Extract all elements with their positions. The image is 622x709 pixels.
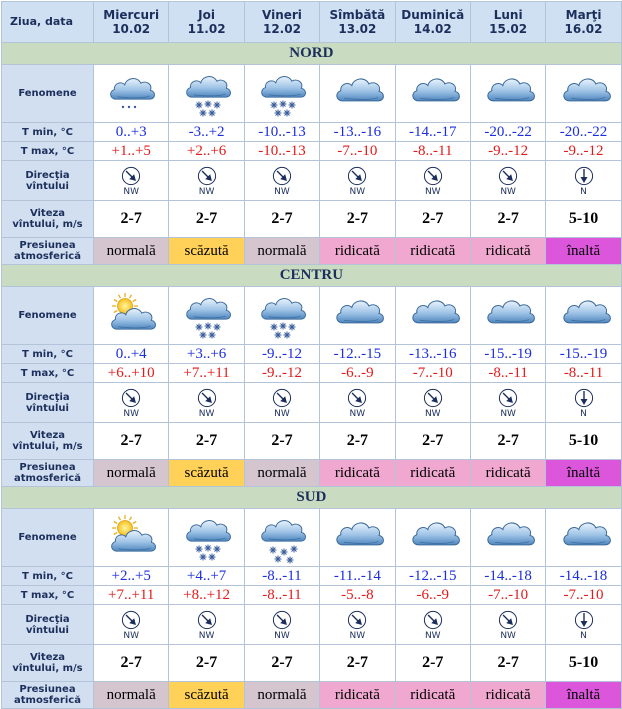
wind-direction-value: NW [123, 187, 140, 197]
region-header-row [2, 487, 622, 509]
wind-speed-label [2, 423, 94, 460]
wind-speed-value: 2-7 [169, 201, 244, 238]
wind-direction-row [2, 161, 622, 201]
region-header-row [2, 265, 622, 287]
tmin-value: -8..-11 [244, 567, 319, 586]
wind-direction-cell [395, 161, 470, 201]
wind-speed-label [2, 201, 94, 238]
cloudy-icon [395, 65, 470, 123]
tmin-value: -20..-22 [470, 123, 545, 142]
wind-speed-value: 2-7 [244, 201, 319, 238]
tmax-row [2, 586, 622, 605]
cloud-snow-icon [169, 65, 244, 123]
pressure-label-text: atmosferică [14, 695, 81, 706]
tmax-value: +7..+11 [94, 586, 169, 605]
tmin-value: -13..-16 [320, 123, 395, 142]
wind-direction-value: N [580, 631, 587, 641]
wind-direction-cell [94, 383, 169, 423]
wind-direction-value: NW [424, 409, 441, 419]
cloud-snow-icon [169, 509, 244, 567]
wind-speed-value: 2-7 [470, 201, 545, 238]
wind-speed-value: 2-7 [94, 201, 169, 238]
day-name: Miercuri [103, 8, 160, 22]
tmin-value: -15..-19 [546, 345, 621, 364]
cloudy-icon [470, 287, 545, 345]
wind-direction-label [2, 161, 94, 201]
wind-speed-value: 2-7 [395, 201, 470, 238]
tmax-label-text: T max, °C [20, 367, 75, 379]
day-name: Vineri [262, 8, 302, 22]
wind-direction-value: NW [349, 187, 366, 197]
wind-speed-label-text: Viteza [29, 652, 66, 663]
wind-arrow-icon [169, 388, 243, 408]
tmin-value: -13..-16 [395, 345, 470, 364]
wind-direction-cell [169, 605, 244, 645]
tmin-row [2, 123, 622, 142]
phenomena-label [2, 509, 94, 567]
wind-arrow-icon [320, 166, 394, 186]
phenomena-label-text: Fenomene [18, 88, 77, 99]
partly-cloudy-icon [94, 287, 169, 345]
wind-direction-value: N [580, 187, 587, 197]
tmin-value: 0..+4 [94, 345, 169, 364]
wind-direction-value: NW [123, 631, 140, 641]
wind-direction-cell [94, 161, 169, 201]
region-header-row [2, 43, 622, 65]
pressure-value: scăzută [169, 238, 244, 265]
header-row [2, 2, 622, 43]
wind-arrow-icon [320, 388, 394, 408]
wind-direction-value: N [580, 409, 587, 419]
wind-speed-value: 5-10 [546, 201, 621, 238]
wind-speed-row [2, 645, 622, 682]
pressure-value: normală [94, 682, 169, 709]
day-header-0 [94, 2, 169, 43]
tmin-value: -20..-22 [546, 123, 621, 142]
tmin-value: -14..-18 [546, 567, 621, 586]
day-date: 12.02 [262, 22, 301, 36]
wind-arrow-icon [396, 166, 470, 186]
cloudy-icon [395, 509, 470, 567]
tmin-label [2, 123, 94, 142]
tmax-value: -9..-12 [470, 142, 545, 161]
wind-speed-value: 2-7 [94, 423, 169, 460]
tmax-value: -8..-11 [546, 364, 621, 383]
wind-arrow-icon [245, 610, 319, 630]
pressure-label [2, 238, 94, 265]
wind-direction-cell [546, 383, 621, 423]
tmin-row [2, 567, 622, 586]
pressure-value: normală [244, 238, 319, 265]
pressure-value: scăzută [169, 682, 244, 709]
tmax-value: +6..+10 [94, 364, 169, 383]
wind-arrow-icon [546, 610, 620, 630]
tmax-value: +2..+6 [169, 142, 244, 161]
day-name: Duminică [401, 8, 465, 22]
pressure-value: înaltă [546, 238, 621, 265]
tmin-value: -12..-15 [320, 345, 395, 364]
tmax-value: -9..-12 [244, 364, 319, 383]
wind-direction-label [2, 605, 94, 645]
tmax-label [2, 586, 94, 605]
wind-direction-value: NW [123, 409, 140, 419]
day-header-5 [470, 2, 545, 43]
tmin-value: +2..+5 [94, 567, 169, 586]
tmin-label-text: T min, °C [22, 570, 73, 582]
tmin-value: 0..+3 [94, 123, 169, 142]
wind-arrow-icon [471, 610, 545, 630]
pressure-value: ridicată [395, 682, 470, 709]
tmax-value: -8..-11 [470, 364, 545, 383]
pressure-value: normală [94, 238, 169, 265]
day-date: 14.02 [413, 22, 452, 36]
tmin-label-text: T min, °C [22, 126, 73, 138]
wind-direction-label-text: Direcţia [25, 391, 70, 403]
wind-direction-value: NW [198, 409, 215, 419]
wind-direction-value: NW [424, 187, 441, 197]
cloud-snow-icon [169, 287, 244, 345]
tmax-value: -6..-9 [395, 586, 470, 605]
tmax-value: -9..-12 [546, 142, 621, 161]
tmin-value: -3..+2 [169, 123, 244, 142]
pressure-value: ridicată [470, 238, 545, 265]
wind-speed-value: 2-7 [169, 423, 244, 460]
day-name: Luni [493, 8, 523, 22]
wind-arrow-icon [169, 166, 243, 186]
pressure-row [2, 238, 622, 265]
tmax-value: +1..+5 [94, 142, 169, 161]
wind-arrow-icon [169, 610, 243, 630]
tmax-label-text: T max, °C [20, 589, 75, 601]
pressure-value: ridicată [395, 238, 470, 265]
wind-speed-value: 2-7 [395, 645, 470, 682]
wind-direction-cell [395, 383, 470, 423]
wind-arrow-icon [245, 388, 319, 408]
day-header-3 [320, 2, 395, 43]
region-name: SUD [2, 487, 622, 509]
tmin-label [2, 567, 94, 586]
wind-direction-cell [546, 161, 621, 201]
tmax-value: -6..-9 [320, 364, 395, 383]
wind-direction-value: NW [349, 409, 366, 419]
cloud-snow-icon [244, 287, 319, 345]
cloudy-icon [546, 65, 621, 123]
pressure-label [2, 682, 94, 709]
wind-direction-cell [470, 605, 545, 645]
wind-arrow-icon [471, 388, 545, 408]
wind-direction-label-text: Direcţia [25, 613, 70, 625]
cloudy-icon [395, 287, 470, 345]
wind-direction-cell [470, 161, 545, 201]
tmax-value: -10..-13 [244, 142, 319, 161]
phenomena-row [2, 65, 622, 123]
pressure-label-text: atmosferică [14, 251, 81, 262]
pressure-value: normală [244, 460, 319, 487]
tmax-value: -7..-10 [395, 364, 470, 383]
wind-speed-value: 5-10 [546, 645, 621, 682]
wind-speed-value: 2-7 [320, 423, 395, 460]
pressure-row [2, 460, 622, 487]
wind-speed-label-text: vîntului, m/s [12, 219, 83, 230]
phenomena-label [2, 65, 94, 123]
day-date: 15.02 [489, 22, 528, 36]
pressure-value: ridicată [470, 460, 545, 487]
phenomena-label-text: Fenomene [18, 532, 77, 543]
tmax-value: -8..-11 [395, 142, 470, 161]
pressure-label-text: atmosferică [14, 473, 81, 484]
tmax-value: +7..+11 [169, 364, 244, 383]
tmin-value: -11..-14 [320, 567, 395, 586]
day-name: Sîmbătă [329, 8, 386, 22]
day-date: 11.02 [187, 22, 226, 36]
day-header-2 [244, 2, 319, 43]
day-date: 10.02 [112, 22, 151, 36]
tmin-label-text: T min, °C [22, 348, 73, 360]
wind-direction-cell [169, 161, 244, 201]
wind-speed-label-text: vîntului, m/s [12, 441, 83, 452]
tmin-value: -14..-18 [470, 567, 545, 586]
wind-speed-value: 2-7 [244, 423, 319, 460]
wind-speed-value: 2-7 [94, 645, 169, 682]
wind-arrow-icon [245, 166, 319, 186]
wind-direction-value: NW [274, 409, 290, 419]
phenomena-row [2, 509, 622, 567]
wind-direction-value: NW [424, 631, 441, 641]
tmin-value: +4..+7 [169, 567, 244, 586]
header-corner: Ziua, data [2, 2, 94, 43]
wind-direction-label [2, 383, 94, 423]
wind-direction-value: NW [500, 409, 516, 419]
phenomena-label [2, 287, 94, 345]
wind-speed-label-text: vîntului, m/s [12, 663, 83, 674]
cloud-snow-icon [244, 65, 319, 123]
wind-speed-label-text: Viteza [29, 208, 66, 219]
wind-direction-label-text: vîntului [26, 180, 69, 192]
wind-arrow-icon [546, 166, 620, 186]
wind-arrow-icon [396, 388, 470, 408]
wind-arrow-icon [94, 388, 168, 408]
tmax-row [2, 142, 622, 161]
phenomena-row [2, 287, 622, 345]
wind-speed-value: 2-7 [320, 201, 395, 238]
forecast-table-body [2, 2, 622, 709]
day-header-4 [395, 2, 470, 43]
wind-speed-row [2, 423, 622, 460]
wind-direction-value: NW [198, 187, 215, 197]
tmax-value: -7..-10 [470, 586, 545, 605]
pressure-value: normală [94, 460, 169, 487]
wind-direction-row [2, 605, 622, 645]
phenomena-label-text: Fenomene [18, 310, 77, 321]
wind-direction-row [2, 383, 622, 423]
cloudy-icon [546, 509, 621, 567]
cloudy-icon [320, 287, 395, 345]
wind-speed-label [2, 645, 94, 682]
wind-arrow-icon [546, 388, 620, 408]
pressure-value: ridicată [320, 682, 395, 709]
wind-direction-cell [244, 605, 319, 645]
cloudy-icon [320, 509, 395, 567]
region-name: NORD [2, 43, 622, 65]
wind-speed-value: 5-10 [546, 423, 621, 460]
wind-direction-cell [94, 605, 169, 645]
tmax-value: -8..-11 [244, 586, 319, 605]
wind-speed-value: 2-7 [320, 645, 395, 682]
cloudy-icon [546, 287, 621, 345]
tmax-label [2, 142, 94, 161]
cloudy-icon [470, 65, 545, 123]
tmin-value: -12..-15 [395, 567, 470, 586]
tmin-value: -14..-17 [395, 123, 470, 142]
pressure-value: ridicată [395, 460, 470, 487]
tmax-label-text: T max, °C [20, 145, 75, 157]
wind-speed-label-text: Viteza [29, 430, 66, 441]
cloudy-icon [470, 509, 545, 567]
cloudy-icon [320, 65, 395, 123]
day-date: 16.02 [564, 22, 603, 36]
day-name: Marţi [565, 8, 602, 22]
pressure-label-text: Presiunea [19, 462, 76, 473]
pressure-row [2, 682, 622, 709]
tmin-value: -9..-12 [244, 345, 319, 364]
wind-arrow-icon [471, 166, 545, 186]
wind-direction-value: NW [198, 631, 215, 641]
day-date: 13.02 [338, 22, 377, 36]
tmax-row [2, 364, 622, 383]
pressure-value: ridicată [320, 238, 395, 265]
wind-direction-value: NW [274, 187, 290, 197]
pressure-value: ridicată [470, 682, 545, 709]
wind-speed-value: 2-7 [169, 645, 244, 682]
wind-direction-cell [470, 383, 545, 423]
wind-direction-value: NW [500, 187, 516, 197]
pressure-value: scăzută [169, 460, 244, 487]
tmax-value: -5..-8 [320, 586, 395, 605]
tmax-value: -7..-10 [320, 142, 395, 161]
pressure-value: ridicată [320, 460, 395, 487]
wind-direction-cell [169, 383, 244, 423]
wind-direction-cell [244, 161, 319, 201]
tmin-row [2, 345, 622, 364]
wind-direction-label-text: vîntului [26, 402, 69, 414]
cloud-light-snow-icon [94, 65, 169, 123]
wind-speed-row [2, 201, 622, 238]
wind-direction-cell [320, 383, 395, 423]
day-header-1 [169, 2, 244, 43]
wind-speed-value: 2-7 [470, 423, 545, 460]
wind-direction-cell [244, 383, 319, 423]
pressure-label-text: Presiunea [19, 240, 76, 251]
wind-direction-label-text: vîntului [26, 624, 69, 636]
wind-direction-value: NW [349, 631, 366, 641]
wind-direction-cell [546, 605, 621, 645]
tmax-value: +8..+12 [169, 586, 244, 605]
wind-arrow-icon [320, 610, 394, 630]
wind-speed-value: 2-7 [470, 645, 545, 682]
wind-direction-cell [320, 605, 395, 645]
partly-cloudy-icon [94, 509, 169, 567]
wind-direction-value: NW [274, 631, 290, 641]
pressure-value: înaltă [546, 682, 621, 709]
pressure-value: înaltă [546, 460, 621, 487]
wind-direction-cell [395, 605, 470, 645]
tmin-value: -10..-13 [244, 123, 319, 142]
wind-direction-label-text: Direcţia [25, 169, 70, 181]
cloud-heavy-snow-icon [244, 509, 319, 567]
pressure-label [2, 460, 94, 487]
wind-direction-value: NW [500, 631, 516, 641]
wind-direction-cell [320, 161, 395, 201]
forecast-table [1, 1, 622, 709]
wind-arrow-icon [94, 166, 168, 186]
tmin-value: +3..+6 [169, 345, 244, 364]
region-name: CENTRU [2, 265, 622, 287]
wind-speed-value: 2-7 [395, 423, 470, 460]
day-name: Joi [198, 8, 215, 22]
wind-arrow-icon [94, 610, 168, 630]
tmin-label [2, 345, 94, 364]
tmax-label [2, 364, 94, 383]
wind-speed-value: 2-7 [244, 645, 319, 682]
wind-arrow-icon [396, 610, 470, 630]
day-header-6 [546, 2, 621, 43]
tmin-value: -15..-19 [470, 345, 545, 364]
pressure-value: normală [244, 682, 319, 709]
pressure-label-text: Presiunea [19, 684, 76, 695]
tmax-value: -7..-10 [546, 586, 621, 605]
